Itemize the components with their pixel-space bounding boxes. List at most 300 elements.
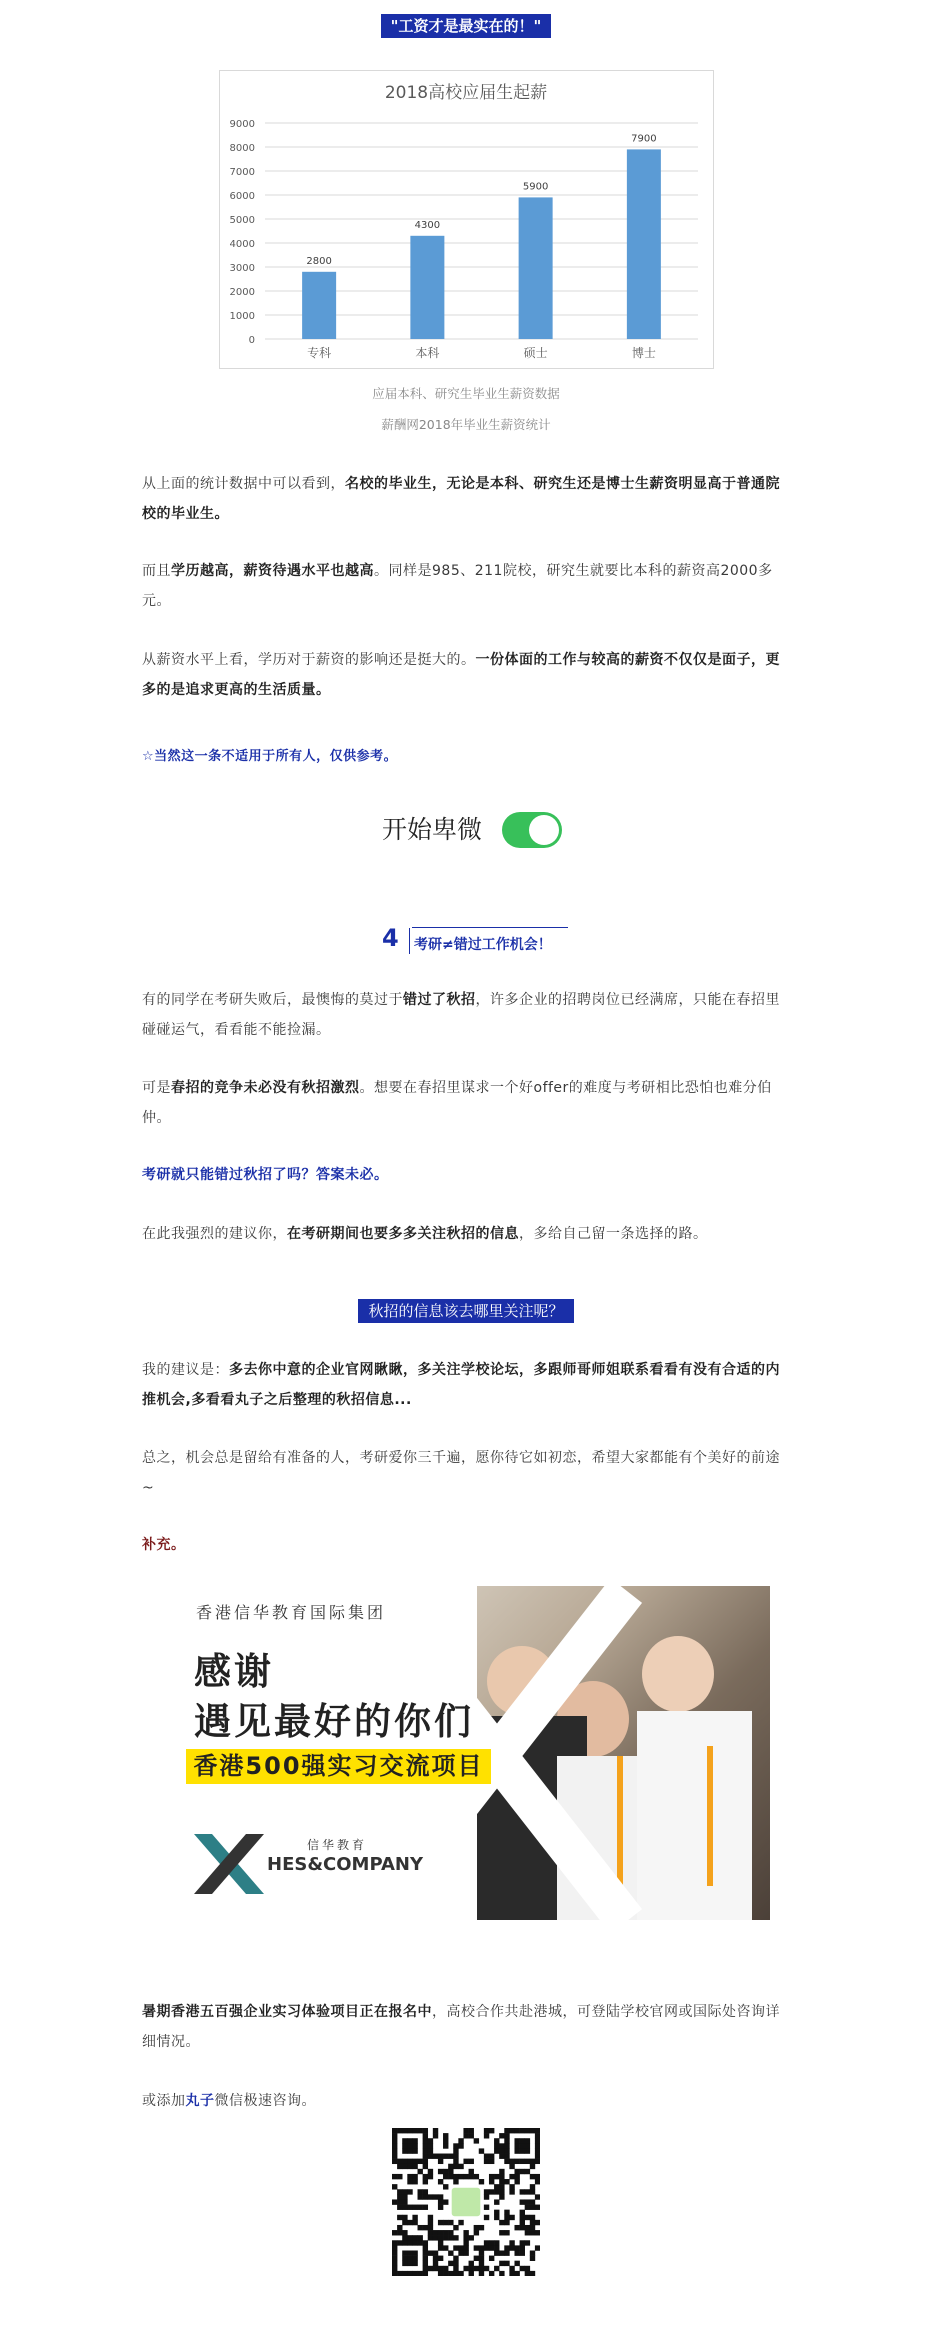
qr-module [438,2154,443,2159]
qr-module [397,2199,402,2204]
qr-module [463,2174,468,2179]
qr-module [443,2199,448,2204]
person-face-3 [642,1636,714,1712]
qr-module [514,2261,519,2266]
qr-module [489,2128,494,2133]
qr-module [428,2266,433,2271]
qr-module [423,2205,428,2210]
person-body-3 [637,1711,752,1920]
s2-text-c: 微信极速咨询。 [214,2093,316,2109]
qr-module [397,2189,402,2194]
qr-module [494,2189,499,2194]
qr-module [423,2245,428,2250]
qr-module [453,2256,458,2261]
qr-module [514,2250,519,2255]
qr-module [402,2271,407,2276]
section-4-heading [382,924,572,960]
qr-module [392,2138,397,2143]
y-tick-label: 5000 [229,215,255,226]
qr-module [443,2245,448,2250]
qr-module [423,2250,428,2255]
qr-module [499,2133,504,2138]
qr-module [525,2189,530,2194]
qr-module [438,2271,443,2276]
quote-row [0,14,932,38]
toggle-label: 开始卑微 [382,815,483,844]
qr-module [535,2194,540,2199]
qr-module [494,2138,499,2143]
p3-text: 从薪资水平上看，学历对于薪资的影响还是挺大的。 [142,652,476,668]
qr-module [463,2235,468,2240]
qr-module [453,2148,458,2153]
qr-module [525,2215,530,2220]
qr-module [407,2148,412,2153]
qr-module [433,2128,438,2133]
qr-module [504,2133,509,2138]
qr-module [418,2240,423,2245]
qr-module [463,2230,468,2235]
qr-module [499,2174,504,2179]
qr-module [530,2220,535,2225]
p1-bold: 名校的毕业生，无论是本科、研究生还是博士生薪资明显高于普通院校的毕业生。 [142,476,780,522]
qr-module [504,2148,509,2153]
qr-module [520,2199,525,2204]
qr-module [397,2215,402,2220]
qr-module [489,2240,494,2245]
qr-module [514,2245,519,2250]
qr-module [412,2261,417,2266]
qr-module [402,2250,407,2255]
y-tick-label: 2000 [229,287,255,298]
qr-module [499,2261,504,2266]
qr-module [407,2138,412,2143]
qr-module [469,2159,474,2164]
qr-module [499,2271,504,2276]
section-title: 考研≠错过工作机会！ [414,937,552,953]
qr-module [494,2250,499,2255]
qr-module [428,2154,433,2159]
q4-bold: 在考研期间也要多多关注秋招的信息 [287,1226,519,1242]
qr-module [402,2220,407,2225]
qr-module [443,2184,448,2189]
qr-module [423,2266,428,2271]
qr-module [489,2271,494,2276]
qr-module [392,2256,397,2261]
qr-module [535,2154,540,2159]
qr-module [412,2128,417,2133]
q1-text-a: 有的同学在考研失败后，最懊悔的莫过于 [142,992,403,1008]
qr-module [412,2164,417,2169]
qr-module [402,2230,407,2235]
qr-module [402,2164,407,2169]
qr-module [453,2154,458,2159]
qr-module [530,2189,535,2194]
qr-module [514,2225,519,2230]
qr-module [392,2230,397,2235]
qr-module [520,2266,525,2271]
qr-module [499,2154,504,2159]
qr-module [443,2174,448,2179]
qr-module [412,2174,417,2179]
toggle-switch[interactable] [502,812,562,848]
qr-module [423,2148,428,2153]
qr-module [448,2261,453,2266]
qr-module [428,2174,433,2179]
qr-module [423,2174,428,2179]
chart-caption-2: 薪酬网2018年毕业生薪资统计 [381,417,551,432]
qr-module [448,2235,453,2240]
qr-module [407,2164,412,2169]
qr-module [525,2199,530,2204]
qr-module [418,2194,423,2199]
qr-module [423,2133,428,2138]
qr-module [448,2230,453,2235]
qr-module [453,2143,458,2148]
logo-en: HES&COMPANY [267,1854,424,1875]
qr-module [530,2164,535,2169]
qr-module [433,2194,438,2199]
p3-bold: 一份体面的工作与较高的薪资不仅仅是面子，更多的是追求更高的生活质量。 [142,652,780,698]
paragraph-q3: 考研就只能错过秋招了吗？答案未必。 [142,1167,389,1183]
qr-module [418,2225,423,2230]
q2-text-c: 。想要在春招里谋求一个好offer的难度与考研相比恐怕也难分伯仲。 [142,1080,772,1126]
qr-module [453,2174,458,2179]
qr-module [494,2148,499,2153]
qr-module [463,2159,468,2164]
qr-module [428,2215,433,2220]
r1-bold: 多去你中意的企业官网瞅瞅，多关注学校论坛，多跟师哥师姐联系看看有没有合适的内推机会,多看看丸子之后整理的秋招信息... [142,1362,780,1408]
qr-module [397,2128,402,2133]
qr-module [402,2194,407,2199]
qr-module [499,2169,504,2174]
qr-module [499,2189,504,2194]
qr-module [499,2143,504,2148]
qr-module [520,2250,525,2255]
qr-module [525,2266,530,2271]
qr-code[interactable] [392,2128,540,2276]
qr-module [499,2220,504,2225]
qr-module [438,2256,443,2261]
banner-line2: 遇见最好的你们 [194,1700,474,1743]
qr-module [412,2240,417,2245]
s1-bold: 暑期香港五百强企业实习体验项目正在报名中 [142,2004,432,2020]
qr-module [525,2169,530,2174]
qr-module [397,2174,402,2179]
qr-module [525,2148,530,2153]
qr-module [499,2184,504,2189]
qr-module [530,2184,535,2189]
qr-module [469,2266,474,2271]
chart-bar [627,149,661,339]
qr-module [504,2159,509,2164]
qr-module [392,2245,397,2250]
qr-module [535,2174,540,2179]
qr-module [504,2245,509,2250]
y-tick-label: 3000 [229,263,255,274]
qr-module [504,2250,509,2255]
qr-module [489,2174,494,2179]
qr-module [535,2128,540,2133]
y-tick-label: 1000 [229,311,255,322]
qr-module [402,2215,407,2220]
qr-module [520,2245,525,2250]
qr-module [392,2133,397,2138]
qr-module [479,2179,484,2184]
qr-module [418,2235,423,2240]
qr-module [535,2179,540,2184]
qr-module [433,2261,438,2266]
qr-module [423,2271,428,2276]
qr-svg [392,2128,540,2276]
qr-module [443,2230,448,2235]
q4-text-c: ，多给自己留一条选择的路。 [519,1226,708,1242]
qr-module [402,2256,407,2261]
qr-module [469,2261,474,2266]
qr-module [407,2220,412,2225]
qr-module [418,2159,423,2164]
qr-module [514,2138,519,2143]
qr-module [407,2189,412,2194]
qr-module [458,2143,463,2148]
qr-module [530,2225,535,2230]
qr-module [428,2169,433,2174]
qr-module [443,2169,448,2174]
qr-module [525,2159,530,2164]
qr-module [428,2230,433,2235]
salary-chart [219,70,714,369]
qr-module [509,2159,514,2164]
qr-module [423,2194,428,2199]
y-tick-label: 6000 [229,191,255,202]
qr-module [504,2154,509,2159]
qr-module [438,2179,443,2184]
qr-module [484,2215,489,2220]
qr-module [489,2245,494,2250]
qr-module [397,2194,402,2199]
qr-module [448,2250,453,2255]
qr-module [438,2230,443,2235]
qr-module [525,2143,530,2148]
y-tick-label: 7000 [229,167,255,178]
paragraph-1 [142,469,792,529]
paragraph-r3: 补充。 [142,1537,186,1553]
qr-module [479,2256,484,2261]
qr-module [484,2205,489,2210]
qr-module [392,2159,397,2164]
toggle-knob [529,815,559,845]
qr-module [402,2235,407,2240]
qr-module [504,2215,509,2220]
x-category-label: 硕士 [523,346,548,360]
qr-module [453,2271,458,2276]
qr-module [402,2159,407,2164]
qr-module [423,2159,428,2164]
qr-module [458,2164,463,2169]
qr-module [509,2128,514,2133]
qr-module [479,2271,484,2276]
qr-module [423,2138,428,2143]
qr-module [504,2179,509,2184]
qr-module [428,2194,433,2199]
qr-module [520,2128,525,2133]
qr-module [525,2138,530,2143]
qr-module [433,2266,438,2271]
qr-module [407,2240,412,2245]
lanyard-2 [707,1746,713,1886]
qr-module [535,2245,540,2250]
p1-text: 从上面的统计数据中可以看到， [142,476,345,492]
qr-module [392,2154,397,2159]
qr-module [494,2184,499,2189]
qr-module [463,2245,468,2250]
qr-module [392,2148,397,2153]
qr-module [418,2128,423,2133]
qr-module [463,2128,468,2133]
qr-module [448,2174,453,2179]
qr-module [535,2133,540,2138]
qr-module [463,2266,468,2271]
q4-text-a: 在此我强烈的建议你， [142,1226,287,1242]
qr-module [423,2128,428,2133]
qr-module [392,2266,397,2271]
qr-module [525,2271,530,2276]
qr-module [489,2159,494,2164]
qr-module [453,2225,458,2230]
qr-module [525,2230,530,2235]
qr-module [402,2199,407,2204]
qr-module [489,2179,494,2184]
q1-text-c: ，许多企业的招聘岗位已经满席，只能在春招里碰碰运气，看看能不能捡漏。 [142,992,780,1038]
qr-module [428,2148,433,2153]
qr-module [520,2225,525,2230]
qr-module [423,2164,428,2169]
qr-module [474,2174,479,2179]
qr-module [433,2256,438,2261]
qr-module [469,2235,474,2240]
chart-bar [302,272,336,339]
qr-module [458,2250,463,2255]
chart-caption-1: 应届本科、研究生毕业生薪资数据 [372,386,560,401]
qr-module [535,2143,540,2148]
qr-module [392,2199,397,2204]
qr-module [494,2143,499,2148]
s2-bold: 丸子 [185,2093,215,2109]
qr-module [504,2261,509,2266]
qr-module [479,2250,484,2255]
qr-module [458,2138,463,2143]
qr-module [412,2271,417,2276]
qr-module [412,2215,417,2220]
qr-module [484,2245,489,2250]
qr-module [448,2169,453,2174]
qr-module [525,2225,530,2230]
qr-module [458,2220,463,2225]
bar-data-label: 5900 [522,181,549,193]
qr-module [520,2240,525,2245]
qr-module [520,2143,525,2148]
qr-module [479,2266,484,2271]
qr-module [433,2230,438,2235]
qr-module [392,2240,397,2245]
qr-module [484,2266,489,2271]
banner-highlight: 香港500强实习交流项目 [186,1749,491,1784]
note-paragraph: ☆当然这一条不适用于所有人，仅供参考。 [142,749,398,764]
qr-module [484,2159,489,2164]
qr-module [520,2215,525,2220]
qr-module [443,2154,448,2159]
qr-module [453,2266,458,2271]
x-category-label: 专科 [307,346,332,360]
qr-module [407,2261,412,2266]
x-category-label: 本科 [415,346,440,360]
qr-module [428,2138,433,2143]
ad-banner [177,1586,770,1920]
qr-module [520,2220,525,2225]
qr-module [514,2159,519,2164]
y-tick-label: 0 [248,335,255,346]
p2-bold: 学历越高，薪资待遇水平也越高 [171,563,374,579]
qr-module [418,2271,423,2276]
qr-module [433,2250,438,2255]
qr-module [453,2261,458,2266]
qr-module [392,2128,397,2133]
qr-module [402,2148,407,2153]
qr-module [412,2205,417,2210]
qr-module [407,2271,412,2276]
qr-module [499,2179,504,2184]
qr-module [428,2235,433,2240]
qr-module [535,2138,540,2143]
qr-module [407,2159,412,2164]
qr-module [514,2143,519,2148]
qr-module [438,2205,443,2210]
qr-module [494,2174,499,2179]
qr-module [418,2169,423,2174]
qr-module [412,2220,417,2225]
qr-module [402,2189,407,2194]
s2-text-a: 或添加 [142,2093,186,2109]
qr-module [402,2143,407,2148]
qr-module [520,2210,525,2215]
qr-module [509,2240,514,2245]
section-number: 4 [382,924,399,952]
qr-module [402,2205,407,2210]
chart-svg [220,71,713,368]
paragraph-r1 [142,1355,792,1415]
qr-module [535,2220,540,2225]
qr-module [448,2164,453,2169]
qr-module [479,2261,484,2266]
qr-module [499,2148,504,2153]
qr-module [514,2148,519,2153]
qr-module [509,2266,514,2271]
qr-module [499,2194,504,2199]
qr-module [535,2159,540,2164]
qr-module [438,2235,443,2240]
qr-avatar-icon [451,2187,482,2218]
qr-module [418,2189,423,2194]
quote-tag: "工资才是最实在的！" [381,14,552,38]
qr-module [443,2220,448,2225]
qr-module [484,2133,489,2138]
qr-module [530,2271,535,2276]
qr-module [453,2164,458,2169]
qr-module [504,2220,509,2225]
qr-module [525,2240,530,2245]
qr-module [412,2256,417,2261]
qr-module [428,2225,433,2230]
qr-module [509,2184,514,2189]
